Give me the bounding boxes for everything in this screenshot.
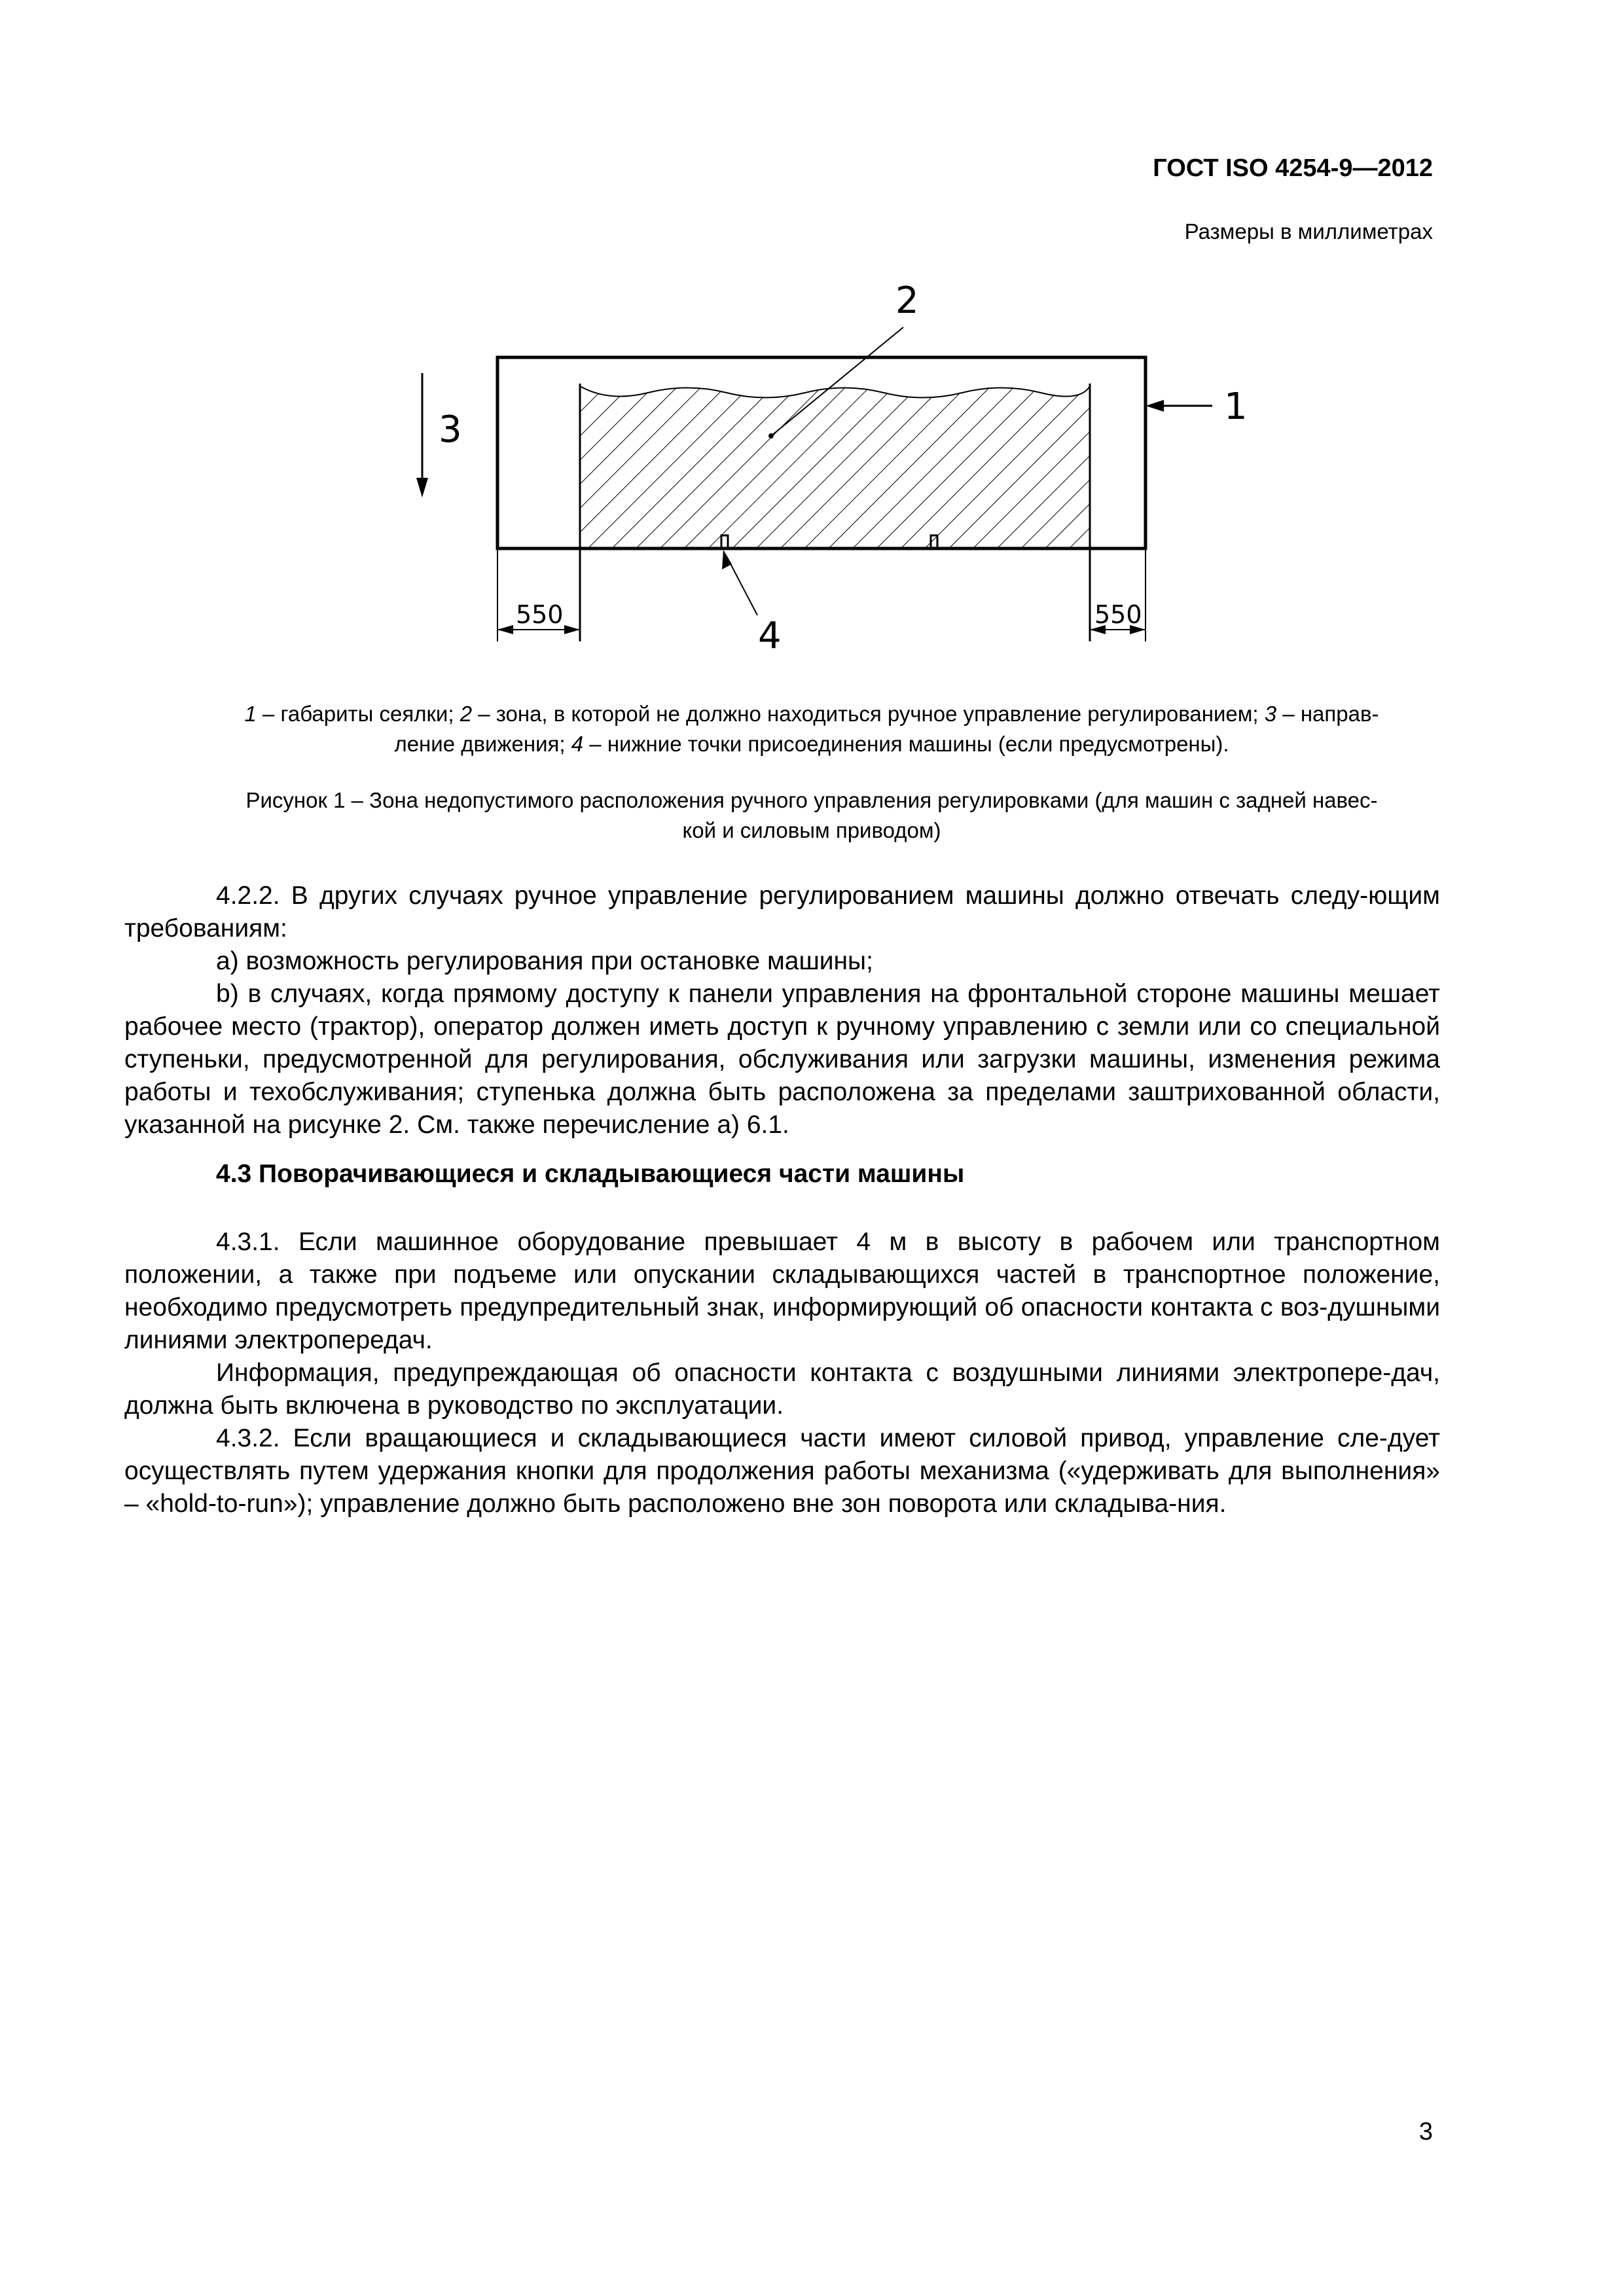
figure-legend: [124, 699, 1499, 759]
legend-key-1: 1: [244, 702, 257, 726]
paragraph-4-3-2: 4.3.2. Если вращающиеся и складывающиеся части имеют силовой привод, управление сле-дует осуществлять путем удержания кнопки для продолжения работы механизма («удерживать для выполнения» – «hold-to-run»); управление должно быть расположено вне зон поворота или складыва-ния.: [124, 1424, 1440, 1518]
legend-key-2: 2: [460, 702, 473, 726]
paragraph-4-2-2: 4.2.2. В других случаях ручное управление регулированием машины должно отвечать следу-ющим требованиям:: [124, 882, 1440, 942]
legend-text-1: – габариты сеялки;: [256, 702, 460, 726]
legend-text-2: – зона, в которой не должно находиться ручное управление регулированием;: [472, 702, 1265, 726]
figure-caption: [124, 785, 1499, 846]
arrow-1-head: [1146, 400, 1164, 412]
legend-key-3: 3: [1264, 702, 1277, 726]
dim-left-value: 550: [516, 600, 564, 629]
units-note: Размеры в миллиметрах: [1184, 219, 1433, 243]
paragraph-info: Информация, предупреждающая об опасности контакта с воздушными линиями электропере-дач, должна быть включена в руководство по эксплуатации.: [124, 1359, 1440, 1420]
label-1: 1: [1224, 386, 1248, 428]
legend-key-4: 4: [571, 732, 584, 756]
section-heading-4-3: 4.3 Поворачивающиеся и складывающиеся части машины: [216, 1160, 965, 1188]
leader-2-dot: [768, 433, 774, 439]
legend-text-3b: ление движения;: [394, 732, 571, 756]
leader-4-head: [722, 550, 732, 569]
standard-code: ГОСТ ISO 4254-9—2012: [1153, 154, 1433, 182]
dim-left-arrow-b: [564, 625, 580, 634]
caption-line-2: кой и силовым приводом): [682, 818, 941, 842]
figure-drawing: [393, 262, 1296, 668]
label-3: 3: [439, 408, 462, 451]
dim-right-value: 550: [1094, 600, 1142, 629]
dim-left-arrow-a: [497, 625, 513, 634]
label-2: 2: [895, 279, 919, 322]
figure-1: [393, 262, 1296, 668]
leader-4: [727, 556, 757, 615]
list-item-a: a) возможность регулирования при остановке машины;: [216, 947, 873, 975]
legend-text-4: – нижние точки присоединения машины (если предусмотрены).: [583, 732, 1229, 756]
section-4-2-2: [124, 880, 1440, 1141]
paragraph-4-3-1: 4.3.1. Если машинное оборудование превышает 4 м в высоту в рабочем или транспортном положении, а также при подъеме или опускании складывающихся частей в транспортное положение, необходимо предусмотреть предупредительный знак, информирующий об опасности контакта с воз-душными линиями электропередач.: [124, 1228, 1440, 1354]
page-number: 3: [1418, 2118, 1433, 2145]
arrow-3-head: [416, 478, 428, 497]
caption-line-1: Рисунок 1 – Зона недопустимого расположения ручного управления регулировками (для машин с задней навес-: [245, 788, 1378, 812]
list-item-b: b) в случаях, когда прямому доступу к панели управления на фронтальной стороне машины мешает рабочее место (трактор), оператор должен иметь доступ к ручному управлению с земли или со специальной ступеньки, предусмотренной для регулирования, обслуживания или загрузки машины, изменения режима работы и техобслуживания; ступенька должна быть расположена за пределами заштрихованной области, указанной на рисунке 2. См. также перечисление а) 6.1.: [124, 980, 1440, 1139]
legend-text-3a: – направ-: [1276, 702, 1379, 726]
section-4-3: [124, 1226, 1440, 1520]
label-4: 4: [758, 615, 782, 657]
hatched-zone: [580, 386, 1090, 548]
